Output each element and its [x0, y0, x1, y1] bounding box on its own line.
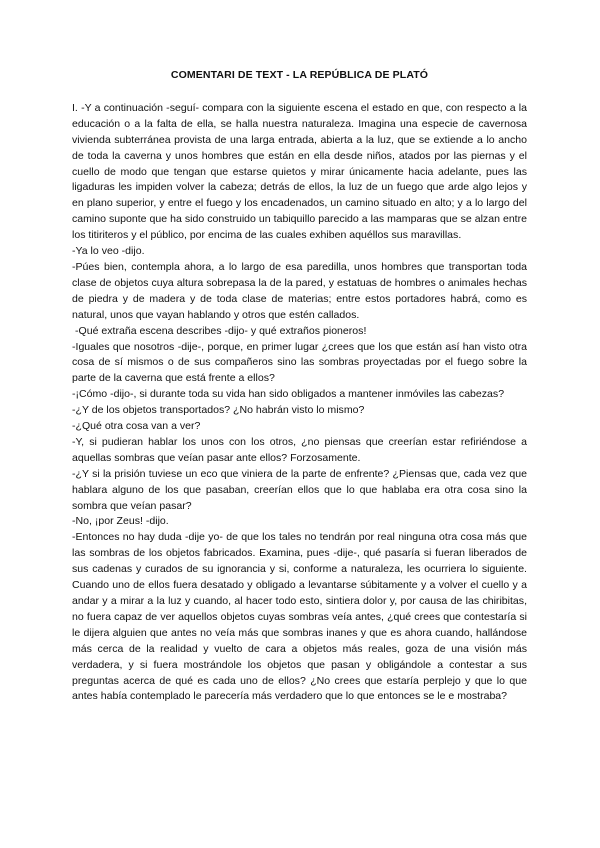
- document-page: [72, 68, 527, 705]
- paragraph-dialogue: -¿Qué otra cosa van a ver?: [72, 420, 201, 433]
- paragraph-dialogue: -Y, si pudieran hablar los unos con los otros, ¿no piensas que creerían estar refiriéndose a aquellas sombras que veían pasar ante ellos? Forzosamente.: [72, 435, 527, 464]
- paragraph-dialogue: -Qué extraña escena describes -dijo- y qué extraños pioneros!: [75, 324, 367, 337]
- paragraph-dialogue: -Púes bien, contempla ahora, a lo largo de esa paredilla, unos hombres que transportan toda clase de objetos cuya altura sobrepasa la de la pared, y estatuas de hombres o animales hechas de piedra y de madera y de toda clase de materias; entre estos portadores habrá, como es natural, unos que vayan hablando y otros que estén callados.: [72, 260, 527, 321]
- paragraph-dialogue: -Iguales que nosotros -dije-, porque, en primer lugar ¿crees que los que están así han visto otra cosa de sí mismos o de sus compañeros sino las sombras proyectadas por el fuego sobre la parte de la caverna que está frente a ellos?: [72, 340, 527, 385]
- paragraph-intro: I. -Y a continuación -seguí- compara con la siguiente escena el estado en que, con respecto a la educación o a la falta de ella, se halla nuestra naturaleza. Imagina una especie de cavernosa vivienda subterránea provista de una larga entrada, abierta a la luz, que se extiende a lo ancho de toda la caverna y unos hombres que están en ella desde niños, atados por las piernas y el cuello de modo que tengan que estarse quietos y mirar únicamente hacia adelante, pues las ligaduras les impiden volver la cabeza; detrás de ellos, la luz de un fuego que arde algo lejos y en plano superior, y entre el fuego y los encadenados, un camino situado en alto; y a lo largo del camino suponte que ha sido construido un tabiquillo parecido a las mamparas que se alzan entre los titiriteros y el público, por encima de las cuales exhiben aquéllos sus maravillas.: [72, 101, 527, 242]
- paragraph-dialogue: -¿Y de los objetos transportados? ¿No habrán visto lo mismo?: [72, 404, 365, 417]
- paragraph-dialogue: -¡Cómo -dijo-, si durante toda su vida han sido obligados a mantener inmóviles las cabezas?: [72, 388, 505, 401]
- paragraph-dialogue: -Ya lo veo -dijo.: [72, 245, 145, 258]
- paragraph-dialogue: -No, ¡por Zeus! -dijo.: [72, 515, 169, 528]
- paragraph-dialogue: -Entonces no hay duda -dije yo- de que los tales no tendrán por real ninguna otra cosa más que las sombras de los objetos fabricados. Examina, pues -dije-, qué pasaría si fueran liberados de sus cadenas y curados de su ignorancia y si, conforme a naturaleza, les ocurriera lo siguiente. Cuando uno de ellos fuera desatado y obligado a levantarse súbitamente y a volver el cuello y a andar y a mirar a la luz y cuando, al hacer todo esto, sintiera dolor y, por causa de las chiribitas, no fuera capaz de ver aquellos objetos cuyas sombras veía antes, ¿qué crees que contestaría si le dijera alguien que antes no veía más que sombras inanes y que es ahora cuando, hallándose más cerca de la realidad y vuelto de cara a objetos más reales, goza de una visión más verdadera, y si fuera mostrándole los objetos que pasan y obligándole a contestar a sus preguntas acerca de qué es cada uno de ellos? ¿No crees que estaría perplejo y que lo que antes había contemplado le parecería más verdadero que lo que entonces se le e mostraba?: [72, 531, 527, 703]
- paragraph-dialogue: -¿Y si la prisión tuviese un eco que viniera de la parte de enfrente? ¿Piensas que, cada vez que hablara alguno de los que pasaban, creerían ellos que lo que hablaba era otra cosa sino la sombra que veían pasar?: [72, 467, 527, 512]
- document-title: COMENTARI DE TEXT - LA REPÚBLICA DE PLATÓ: [170, 69, 429, 81]
